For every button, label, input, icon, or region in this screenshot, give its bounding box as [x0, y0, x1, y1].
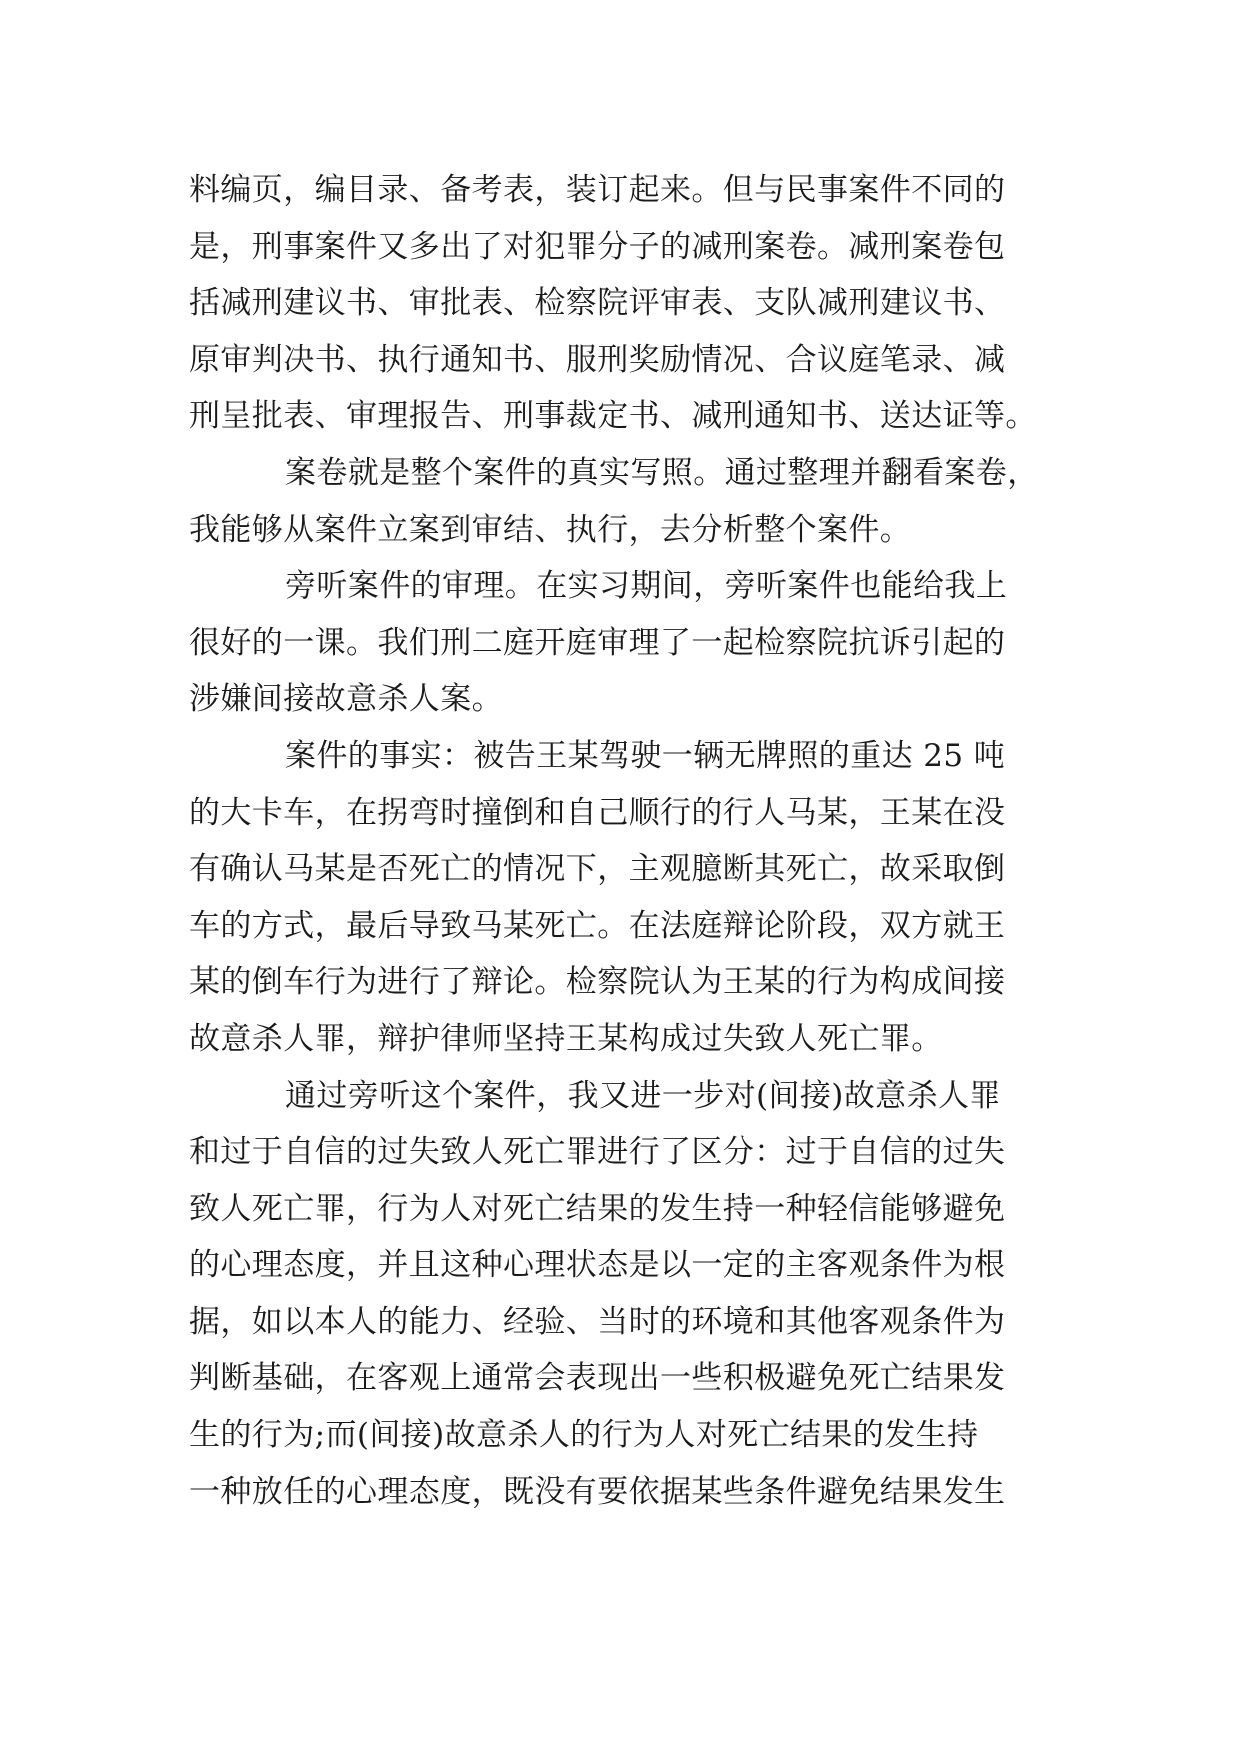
text-line: 车的方式，最后导致马某死亡。在法庭辩论阶段，双方就王: [189, 907, 1006, 944]
body-text: [189, 162, 1059, 1520]
paragraph-first-line: 案卷就是整个案件的真实写照。通过整理并翻看案卷，: [285, 454, 1039, 491]
text-line: 有确认马某是否死亡的情况下，主观臆断其死亡，故采取倒: [189, 851, 1006, 888]
text-line: 的大卡车，在拐弯时撞倒和自己顺行的行人马某，王某在没: [189, 794, 1006, 831]
text-line: 据，如以本人的能力、经验、当时的环境和其他客观条件为: [189, 1303, 1006, 1340]
text-line: 的心理态度，并且这种心理状态是以一定的主客观条件为根: [189, 1247, 1006, 1284]
text-line: 和过于自信的过失致人死亡罪进行了区分：过于自信的过失: [189, 1134, 1006, 1171]
text-line: 生的行为;而(间接)故意杀人的行为人对死亡结果的发生持: [189, 1417, 979, 1454]
text-line: 故意杀人罪，辩护律师坚持王某构成过失致人死亡罪。: [189, 1020, 943, 1057]
text-line: 一种放任的心理态度，既没有要依据某些条件避免结果发生: [189, 1473, 1006, 1510]
paragraph-first-line: 旁听案件的审理。在实习期间，旁听案件也能给我上: [285, 568, 1008, 605]
paragraph-first-line: 通过旁听这个案件，我又进一步对(间接)故意杀人罪: [285, 1077, 1001, 1114]
text-line: 涉嫌间接故意杀人案。: [189, 681, 503, 718]
text-line: 致人死亡罪，行为人对死亡结果的发生持一种轻信能够避免: [189, 1190, 1006, 1227]
text-line: 料编页，编目录、备考表，装订起来。但与民事案件不同的: [189, 172, 1006, 208]
text-line: 是，刑事案件又多出了对犯罪分子的减刑案卷。减刑案卷包: [189, 228, 1006, 265]
text-line: 括减刑建议书、审批表、检察院评审表、支队减刑建议书、: [189, 285, 1006, 322]
text-line: 刑呈批表、审理报告、刑事裁定书、减刑通知书、送达证等。: [189, 398, 1037, 435]
text-line: 判断基础，在客观上通常会表现出一些积极避免死亡结果发: [189, 1360, 1006, 1397]
text-line: 很好的一课。我们刑二庭开庭审理了一起检察院抗诉引起的: [189, 624, 1006, 661]
text-line: 某的倒车行为进行了辩论。检察院认为王某的行为构成间接: [189, 964, 1006, 1001]
text-line: 我能够从案件立案到审结、执行，去分析整个案件。: [189, 511, 912, 548]
text-line: 原审判决书、执行通知书、服刑奖励情况、合议庭笔录、减: [189, 341, 1006, 378]
paragraph-first-line: 案件的事实：被告王某驾驶一辆无牌照的重达 25 吨: [285, 737, 1006, 774]
